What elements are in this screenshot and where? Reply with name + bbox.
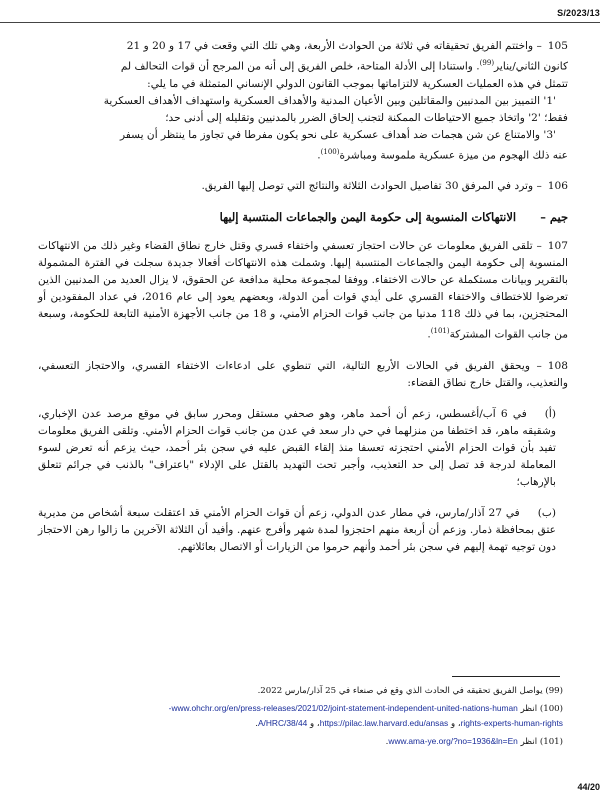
footnote-100: (100) انظر www.ohchr.org/en/press-releases/2021/02/joint-statement-independent-united-nations-human- rights-experts-human-rights، و https://pilac.law.harvard.edu/ansas، و A/HRC/38/44. (168, 703, 563, 729)
footnote-link[interactable]: rights-experts-human-rights (460, 718, 563, 728)
paragraph-number: 108 (547, 359, 568, 372)
section-heading (38, 209, 568, 226)
subitem-a: (أ)في 6 آب/أغسطس، زعم أن أحمد ماهر، وهو صحفي مستقل ومحرر سابق في موقع مرصد عدن الإخباري، وشقيقه ماهر، قد اختطفا من منزلهما في حي دار سعد في عدن من جانب قوات الحزام الأمني. وتلقى الفريق معلومات تفيد بأن قوات الحزام الأمني احتجزته تعسفا منذ إلقاء القبض عليه في سجن بئر أحمد، حيث يزعم أنه تعرض لسوء المعاملة لدرجة قد تصل إلى حد التعذيب، وأجبر تحت التهديد بالقتل على الإدلاء "باعتراف" بالذنب في جرائم تتعلق بالإرهاب؛ (38, 407, 556, 488)
footnote-link[interactable]: A/HRC/38/44 (257, 718, 308, 728)
footnote-ref[interactable]: (101) (430, 327, 450, 336)
paragraph-number: 107 (547, 240, 568, 253)
paragraph-107: 107– تلقى الفريق معلومات عن حالات احتجاز تعسفي واختفاء قسري وقتل خارج نطاق القضاء وغير ذلك من الانتهاكات المنسوبة إلى حكومة اليمن والجماعات المنتسبة إليها. وشملت هذه الانتهاكات أفعالا جديدة سجلت في الفترة المشمولة بالتقرير وبيانات مستكملة عن حالات الاختفاء. ووفقا لمجموعة محلية مدافعة عن الحقوق، لا يزال العديد من المدنيين الذين تعرضوا للاختطاف والاختفاء القسري على أيدي قوات أمن الدولة، وبعضهم يعود إلى عام 2016، في عداد المفقودين أو المحتجزين، بما في ذلك 118 مدنيا من جانب قوات الحزام الأمني، و 18 من جانب الأجهزة الأمنية التابعة للحكومة، وسبعة من جانب القوات المشتركة$^{(101)}$. (38, 240, 569, 341)
subitem-b: (ب)في 27 آذار/مارس، في مطار عدن الدولي، زعم أن قوات الحزام الأمني قد اعتقلت سبعة أشخاص من مديرية عتق بمحافظة ذمار. وزعم أن أربعة منهم احتجزوا لمدة شهر وأفرج عنهم. وأفيد أن الثلاثة الآخرين ما زالوا رهن الاحتجاز دون توجيه تهمة إليهم في سجن بئر أحمد وأنهم حرموا من الزيارات أو الاتصال بعائلاتهم. (38, 506, 557, 553)
paragraph-number: 105 (547, 40, 568, 52)
page-number: 44/20 (577, 782, 600, 792)
footnote-99: (99) يواصل الفريق تحقيقه في الحادث الذي وقع في صنعاء في 25 آذار/مارس 2022. (257, 686, 563, 696)
header-rule (0, 22, 600, 23)
paragraph-number: 106 (547, 180, 568, 193)
footnotes (38, 684, 563, 752)
subitem-marker: (ب) (537, 506, 557, 519)
paragraph-108: 108– ويحقق الفريق في الحالات الأربع التالية، التي تنطوي على ادعاءات الاختفاء القسري، والاحتجاز التعسفي، والتعذيب، والقتل خارج نطاق القضاء: (38, 359, 568, 389)
section-letter: جيم – (540, 210, 568, 225)
paragraph-105: 105– واختتم الفريق تحقيقاته في ثلاثة من الحوادث الأربعة، وهي تلك التي وقعت في 17 و 20 و 21 كانون الثاني/يناير$^{(99)}$. واستنادا إلى الأدلة المتاحة، خلص الفريق إلى أنه من المرجح أن قوات التحالف لم تتمثل في هذه العمليات العسكرية لالتزاماتها بموجب القانون الدولي الإنساني المتمثلة في ما يلي: '1' التمييز بين المدنيين والمقاتلين وبين الأعيان المدنية والأهداف العسكرية واستهداف الأهداف العسكرية فقط؛ '2' واتخاذ جميع الاحتياطات الممكنة لتجنب إلحاق الضرر بالمدنيين وتقليله إلى أدنى حد؛ '3' والامتناع عن شن هجمات ضد أهداف عسكرية على نحو يكون مفرطا في تجاوز ما ينتظر أن يسفر عنه ذلك الهجوم من ميزة عسكرية ملموسة ومباشرة$^{(100)}$. (103, 40, 568, 162)
paragraph-106: 106– وترد في المرفق 30 تفاصيل الحوادث الثلاثة والنتائج التي توصل إليها الفريق. (201, 180, 568, 193)
footnote-101: (101) انظر www.ama-ye.org/?no=1936&ln=En. (385, 736, 563, 747)
section-title: الانتهاكات المنسوبة إلى حكومة اليمن والجماعات المنتسبة إليها (219, 210, 516, 225)
footnote-link[interactable]: www.ohchr.org/en/press-releases/2021/02/joint-statement-independent-united-nations-human- (168, 703, 518, 713)
subitem-marker: (أ) (544, 407, 556, 420)
footnote-separator (452, 676, 560, 677)
document-body (38, 38, 568, 570)
footnote-link[interactable]: https://pilac.law.harvard.edu/ansas (319, 718, 449, 728)
footnote-ref[interactable]: (100) (320, 147, 340, 156)
footnote-ref[interactable]: (99) (479, 59, 495, 67)
footnote-link[interactable]: www.ama-ye.org/?no=1936&ln=En (388, 736, 518, 746)
document-symbol: S/2023/13 (557, 8, 600, 18)
